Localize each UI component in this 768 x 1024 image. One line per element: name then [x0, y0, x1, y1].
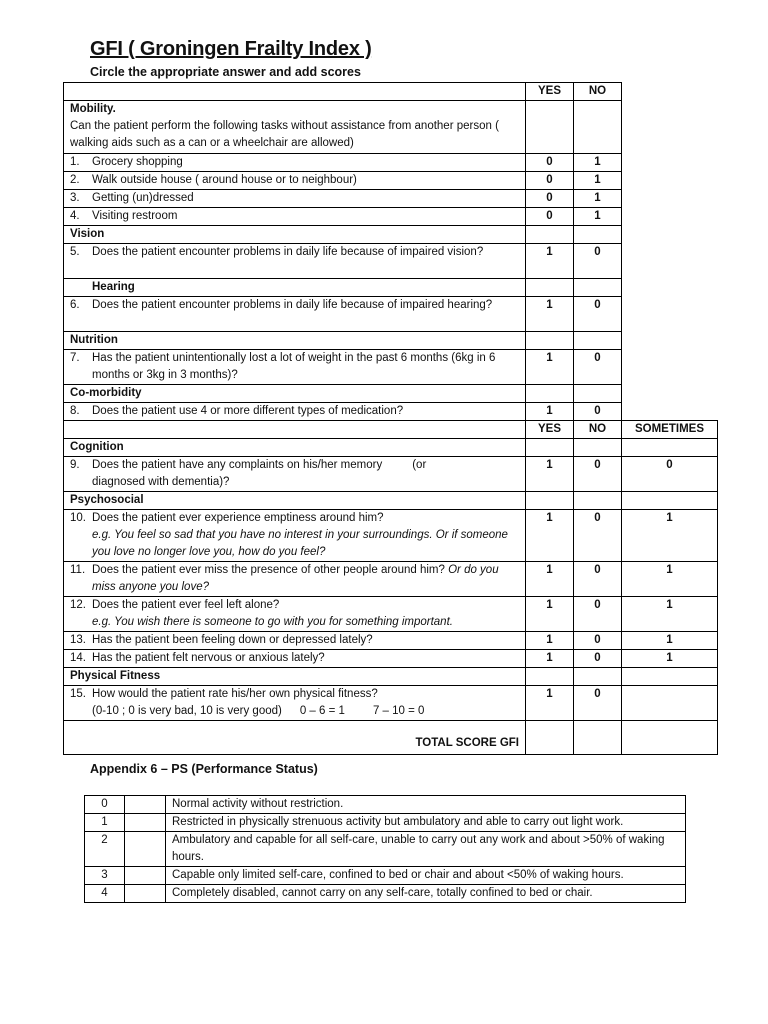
header-no: NO [574, 421, 622, 439]
question-example: e.g. You wish there is someone to go with you for something important. [92, 616, 453, 628]
question-text: Does the patient have any complaints on his/her memory [92, 459, 383, 471]
question-text: Does the patient use 4 or more different types of medication? [92, 405, 404, 417]
gfi-table [63, 82, 718, 755]
score-sometimes[interactable]: 1 [622, 597, 718, 632]
total-sometimes-cell[interactable] [622, 721, 718, 755]
ps-grade: 2 [85, 832, 125, 867]
question-number: 10. [70, 512, 86, 524]
score-no[interactable]: 0 [574, 650, 622, 668]
score-yes[interactable]: 1 [526, 297, 574, 332]
question-number: 14. [70, 652, 86, 664]
score-yes[interactable]: 1 [526, 562, 574, 597]
question-number: 3. [70, 192, 80, 204]
score-no[interactable]: 0 [574, 632, 622, 650]
score-yes[interactable]: 1 [526, 686, 574, 721]
question-text: How would the patient rate his/her own physical fitness? [92, 688, 378, 700]
psychosocial-heading: Psychosocial [64, 492, 526, 510]
score-no[interactable]: 0 [574, 297, 622, 332]
question-number: 7. [70, 352, 80, 364]
header-yes: YES [526, 421, 574, 439]
ps-description: Ambulatory and capable for all self-care, unable to carry out any work and about >50% of waking hours. [166, 832, 686, 867]
score-no[interactable]: 0 [574, 350, 622, 385]
score-sometimes[interactable]: 1 [622, 632, 718, 650]
total-yes-cell[interactable] [526, 721, 574, 755]
ps-check-cell[interactable] [125, 885, 166, 903]
score-no[interactable]: 0 [574, 597, 622, 632]
score-sometimes[interactable]: 1 [622, 510, 718, 562]
score-yes[interactable]: 1 [526, 350, 574, 385]
question-text: Does the patient encounter problems in daily life because of impaired vision? [92, 246, 484, 258]
score-yes[interactable]: 1 [526, 510, 574, 562]
question-text: Does the patient ever feel left alone? [92, 599, 280, 611]
score-no[interactable]: 0 [574, 510, 622, 562]
fitness-heading: Physical Fitness [64, 668, 526, 686]
question-number: 2. [70, 174, 80, 186]
ps-description: Normal activity without restriction. [166, 796, 686, 814]
total-score-label: TOTAL SCORE GFI [64, 721, 526, 755]
instructions: Circle the appropriate answer and add scores [90, 65, 361, 79]
score-yes[interactable]: 0 [526, 190, 574, 208]
page-title: GFI ( Groningen Frailty Index ) [90, 38, 372, 60]
fitness-scale: (0-10 ; 0 is very bad, 10 is very good) [92, 705, 282, 717]
question-text-or: (or [412, 459, 427, 471]
score-no[interactable]: 0 [574, 403, 622, 421]
question-number: 5. [70, 246, 80, 258]
score-yes[interactable]: 0 [526, 172, 574, 190]
hearing-heading: Hearing [64, 279, 526, 297]
cognition-heading: Cognition [64, 439, 526, 457]
fitness-range-low: 0 – 6 = 1 [299, 705, 345, 717]
score-no[interactable]: 1 [574, 172, 622, 190]
score-no[interactable]: 1 [574, 208, 622, 226]
score-yes[interactable]: 1 [526, 457, 574, 492]
question-number: 12. [70, 599, 86, 611]
score-yes[interactable]: 1 [526, 650, 574, 668]
score-sometimes[interactable]: 1 [622, 650, 718, 668]
score-sometimes[interactable]: 0 [622, 457, 718, 492]
header-no: NO [574, 83, 622, 101]
mobility-intro: Can the patient perform the following tasks without assistance from another person ( walking aids such as a can or a wheelchair are allowed) [70, 120, 499, 149]
appendix-title: Appendix 6 – PS (Performance Status) [90, 762, 318, 776]
mobility-heading: Mobility. [70, 103, 116, 115]
question-number: 15. [70, 688, 86, 700]
score-no[interactable]: 0 [574, 457, 622, 492]
question-text: Does the patient ever experience emptiness around him? [92, 512, 384, 524]
question-text-cont: diagnosed with dementia)? [92, 476, 230, 488]
score-yes[interactable]: 1 [526, 632, 574, 650]
question-text: Grocery shopping [92, 156, 183, 168]
total-no-cell[interactable] [574, 721, 622, 755]
ps-grade: 4 [85, 885, 125, 903]
question-text: Has the patient unintentionally lost a lot of weight in the past 6 months (6kg in 6 months or 3kg in 3 months)? [92, 352, 496, 381]
mobility-section [64, 101, 526, 154]
ps-grade: 3 [85, 867, 125, 885]
score-yes[interactable]: 0 [526, 208, 574, 226]
score-sometimes[interactable]: 1 [622, 562, 718, 597]
question-number: 6. [70, 299, 80, 311]
score-no[interactable]: 0 [574, 686, 622, 721]
question-text: Has the patient felt nervous or anxious lately? [92, 652, 325, 664]
ps-description: Completely disabled, cannot carry on any self-care, totally confined to bed or chair. [166, 885, 686, 903]
ps-grade: 0 [85, 796, 125, 814]
score-no[interactable]: 1 [574, 154, 622, 172]
score-no[interactable]: 0 [574, 562, 622, 597]
nutrition-heading: Nutrition [64, 332, 526, 350]
fitness-range-high: 7 – 10 = 0 [372, 705, 425, 717]
ps-check-cell[interactable] [125, 796, 166, 814]
score-yes[interactable]: 1 [526, 597, 574, 632]
comorbidity-heading: Co-morbidity [64, 385, 526, 403]
score-yes[interactable]: 0 [526, 154, 574, 172]
score-yes[interactable]: 1 [526, 244, 574, 279]
question-text: Does the patient ever miss the presence of other people around him? [92, 564, 445, 576]
question-number: 9. [70, 459, 80, 471]
question-number: 11. [70, 564, 86, 576]
ps-description: Restricted in physically strenuous activity but ambulatory and able to carry out light work. [166, 814, 686, 832]
header-yes: YES [526, 83, 574, 101]
ps-description: Capable only limited self-care, confined to bed or chair and about <50% of waking hours. [166, 867, 686, 885]
question-number: 4. [70, 210, 80, 222]
header-sometimes: SOMETIMES [622, 421, 718, 439]
score-yes[interactable]: 1 [526, 403, 574, 421]
ps-check-cell[interactable] [125, 814, 166, 832]
question-number: 8. [70, 405, 80, 417]
question-text: Visiting restroom [92, 210, 178, 222]
question-text: Walk outside house ( around house or to neighbour) [92, 174, 357, 186]
ps-check-cell[interactable] [125, 867, 166, 885]
question-example: Or do you miss anyone you love? [92, 564, 499, 593]
question-number: 1. [70, 156, 80, 168]
question-text: Has the patient been feeling down or depressed lately? [92, 634, 373, 646]
question-number: 13. [70, 634, 86, 646]
question-text: Getting (un)dressed [92, 192, 194, 204]
score-no[interactable]: 1 [574, 190, 622, 208]
score-no[interactable]: 0 [574, 244, 622, 279]
performance-status-table [84, 795, 686, 903]
ps-check-cell[interactable] [125, 832, 166, 867]
vision-heading: Vision [64, 226, 526, 244]
question-text: Does the patient encounter problems in daily life because of impaired hearing? [92, 299, 493, 311]
question-example: e.g. You feel so sad that you have no interest in your surroundings. Or if someone you love no longer love you, how do you feel? [92, 529, 508, 558]
ps-grade: 1 [85, 814, 125, 832]
